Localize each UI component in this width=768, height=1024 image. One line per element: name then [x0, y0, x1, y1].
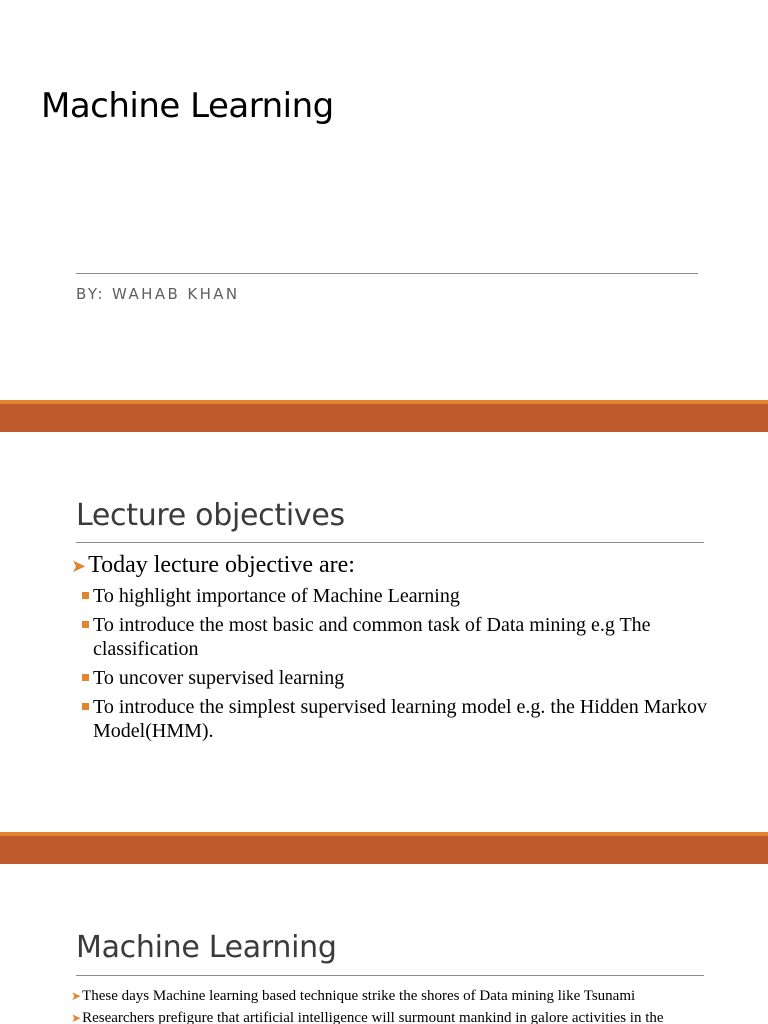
main-bullet-text: Today lecture objective are:: [88, 552, 355, 578]
list-item: [82, 613, 712, 661]
slide-1-title: Machine Learning: [41, 86, 334, 126]
square-bullet-icon: [82, 674, 89, 681]
arrow-bullet-icon: ➤: [71, 1011, 82, 1024]
list-item: [82, 584, 712, 608]
square-bullet-icon: [82, 592, 89, 599]
machine-learning-bullets: [71, 985, 768, 1024]
list-item-text: To uncover supervised learning: [93, 667, 345, 689]
slide-2-title: Lecture objectives: [76, 498, 345, 533]
arrow-bullet-icon: ➤: [71, 556, 87, 576]
slide-1-author: BY: WAHAB KHAN: [76, 285, 240, 303]
slide-separator-band: [0, 832, 768, 864]
slide-2-divider: [76, 542, 704, 543]
list-item-text: To introduce the simplest supervised learning model e.g. the Hidden Markov Model(HMM).: [93, 696, 708, 742]
slide-1: [0, 0, 768, 400]
list-item: [82, 695, 712, 743]
list-item-text: Researchers prefigure that artificial intelligence will surmount mankind in galore activities in the: [82, 1010, 664, 1024]
square-bullet-icon: [82, 703, 89, 710]
list-item-text: To highlight importance of Machine Learning: [93, 585, 460, 607]
square-bullet-icon: [82, 621, 89, 628]
slide-2: [0, 432, 768, 832]
list-item: [71, 1007, 768, 1024]
list-item-text: To introduce the most basic and common task of Data mining e.g The classification: [93, 614, 651, 660]
slide-3-divider: [76, 975, 704, 976]
slide-1-divider: [76, 273, 698, 274]
arrow-bullet-icon: ➤: [71, 989, 82, 1003]
slide-3: [0, 864, 768, 1024]
list-item: [82, 666, 712, 690]
slide-3-title: Machine Learning: [76, 930, 337, 965]
slide-separator-band: [0, 400, 768, 432]
list-item: [71, 985, 768, 1007]
objective-list: [82, 584, 712, 748]
list-item-text: These days Machine learning based technique strike the shores of Data mining like Tsunami: [82, 988, 636, 1004]
main-bullet: [71, 552, 355, 579]
